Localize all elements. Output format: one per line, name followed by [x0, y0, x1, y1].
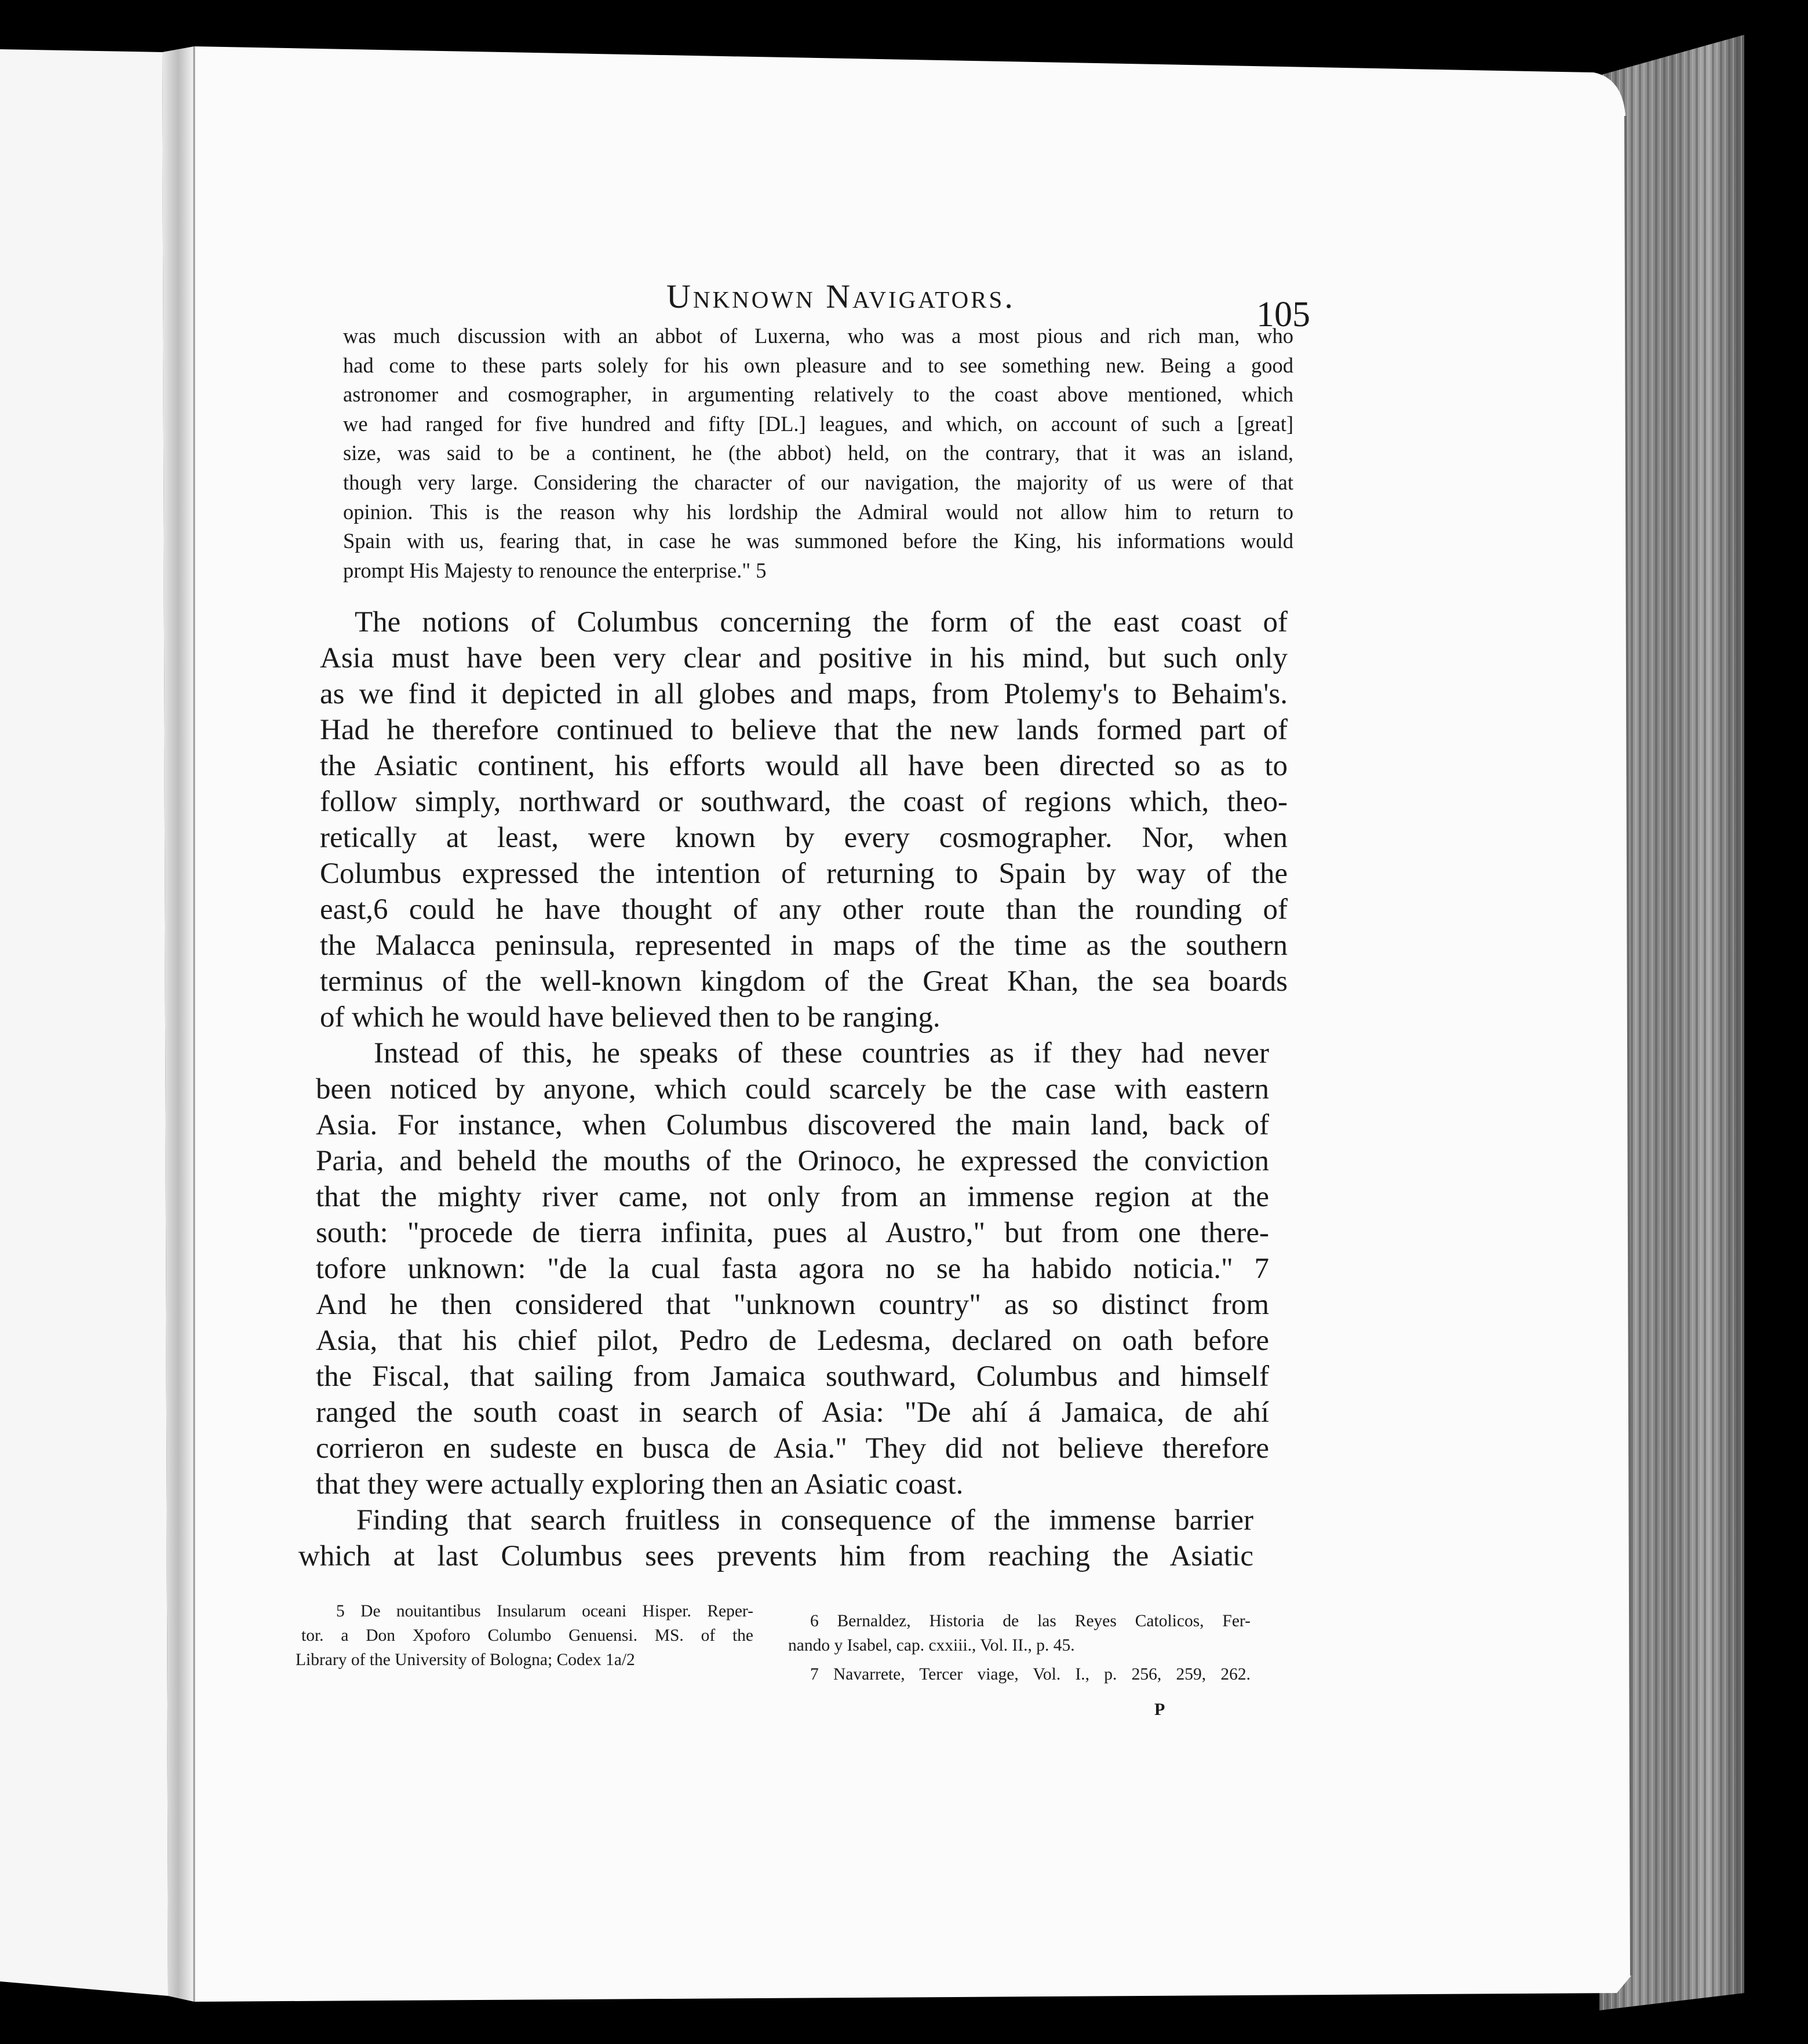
- body-line: ranged the south coast in search of Asia: "De ahí á Jamaica, de ahí: [316, 1396, 1269, 1429]
- body-line: that the mighty river came, not only from an immense region at the: [316, 1181, 1269, 1213]
- body-line: tofore unknown: "de la cual fasta agora no se ha habido noticia." 7: [316, 1253, 1269, 1285]
- quote-line: had come to these parts solely for his own pleasure and to see something new. Being a good: [343, 353, 1293, 377]
- body-line: Finding that search fruitless in consequence of the immense barrier: [356, 1504, 1253, 1536]
- footnote-line: Library of the University of Bologna; Codex 1a/2: [296, 1651, 635, 1669]
- body-line: the Asiatic continent, his efforts would all have been directed so as to: [320, 750, 1288, 782]
- quote-line: we had ranged for five hundred and fifty [DL.] leagues, and which, on account of such a [great]: [343, 411, 1293, 436]
- body-line: Asia. For instance, when Columbus discovered the main land, back of: [316, 1109, 1269, 1141]
- quote-line: Spain with us, fearing that, in case he was summoned before the King, his informations would: [343, 529, 1293, 553]
- running-header-title: Unknown Navigators.: [666, 278, 1015, 315]
- footnote-line: 7 Navarrete, Tercer viage, Vol. I., p. 256, 259, 262.: [810, 1665, 1251, 1684]
- body-line: that they were actually exploring then an Asiatic coast.: [316, 1468, 964, 1501]
- quote-line: prompt His Majesty to renounce the enterprise." 5: [343, 558, 767, 582]
- body-line: Paria, and beheld the mouths of the Orinoco, he expressed the conviction: [316, 1145, 1269, 1177]
- quote-line: opinion. This is the reason why his lordship the Admiral would not allow him to return to: [343, 499, 1293, 524]
- body-line: And he then considered that "unknown country" as so distinct from: [316, 1289, 1269, 1321]
- quoted-passage: [343, 322, 1293, 585]
- body-line: which at last Columbus sees prevents him from reaching the Asiatic: [298, 1540, 1253, 1572]
- footnote-line: 6 Bernaldez, Historia de las Reyes Catolicos, Fer-: [810, 1612, 1251, 1630]
- body-line: Asia must have been very clear and positive in his mind, but such only: [320, 642, 1288, 674]
- body-line: Instead of this, he speaks of these countries as if they had never: [374, 1037, 1269, 1070]
- body-line: terminus of the well-known kingdom of the Great Khan, the sea boards: [320, 965, 1288, 998]
- body-line: of which he would have believed then to be ranging.: [320, 1001, 941, 1034]
- body-line: as we find it depicted in all globes and maps, from Ptolemy's to Behaim's.: [320, 678, 1288, 710]
- body-line: the Malacca peninsula, represented in maps of the time as the southern: [320, 929, 1288, 962]
- body-line: The notions of Columbus concerning the form of the east coast of: [355, 606, 1288, 638]
- body-line: follow simply, northward or southward, the coast of regions which, theo-: [320, 786, 1288, 818]
- page-number: 105: [1256, 295, 1310, 334]
- body-line: the Fiscal, that sailing from Jamaica southward, Columbus and himself: [316, 1360, 1269, 1393]
- quote-line: astronomer and cosmographer, in argumenting relatively to the coast above mentioned, which: [343, 382, 1293, 407]
- quote-line: though very large. Considering the character of our navigation, the majority of us were of that: [343, 470, 1293, 494]
- signature-mark: P: [1154, 1700, 1165, 1719]
- quote-line: was much discussion with an abbot of Luxerna, who was a most pious and rich man, who: [343, 324, 1293, 348]
- body-line: east,6 could he have thought of any other route than the rounding of: [320, 893, 1288, 926]
- body-line: corrieron en sudeste en busca de Asia." They did not believe therefore: [316, 1432, 1269, 1465]
- body-line: been noticed by anyone, which could scarcely be the case with eastern: [316, 1073, 1269, 1105]
- body-line: south: "procede de tierra infinita, pues al Austro," but from one there-: [316, 1217, 1269, 1249]
- body-line: retically at least, were known by every cosmographer. Nor, when: [320, 822, 1288, 854]
- body-line: Asia, that his chief pilot, Pedro de Ledesma, declared on oath before: [316, 1324, 1269, 1357]
- quote-line: size, was said to be a continent, he (the abbot) held, on the contrary, that it was an island,: [343, 441, 1293, 465]
- footnote-line: tor. a Don Xpoforo Columbo Genuensi. MS. of the: [301, 1626, 753, 1645]
- body-line: Columbus expressed the intention of returning to Spain by way of the: [320, 857, 1288, 890]
- footnote-line: nando y Isabel, cap. cxxiii., Vol. II., p. 45.: [788, 1636, 1075, 1655]
- body-line: Had he therefore continued to believe that the new lands formed part of: [320, 714, 1288, 746]
- footnote-line: 5 De nouitantibus Insularum oceani Hisper. Reper-: [336, 1602, 753, 1620]
